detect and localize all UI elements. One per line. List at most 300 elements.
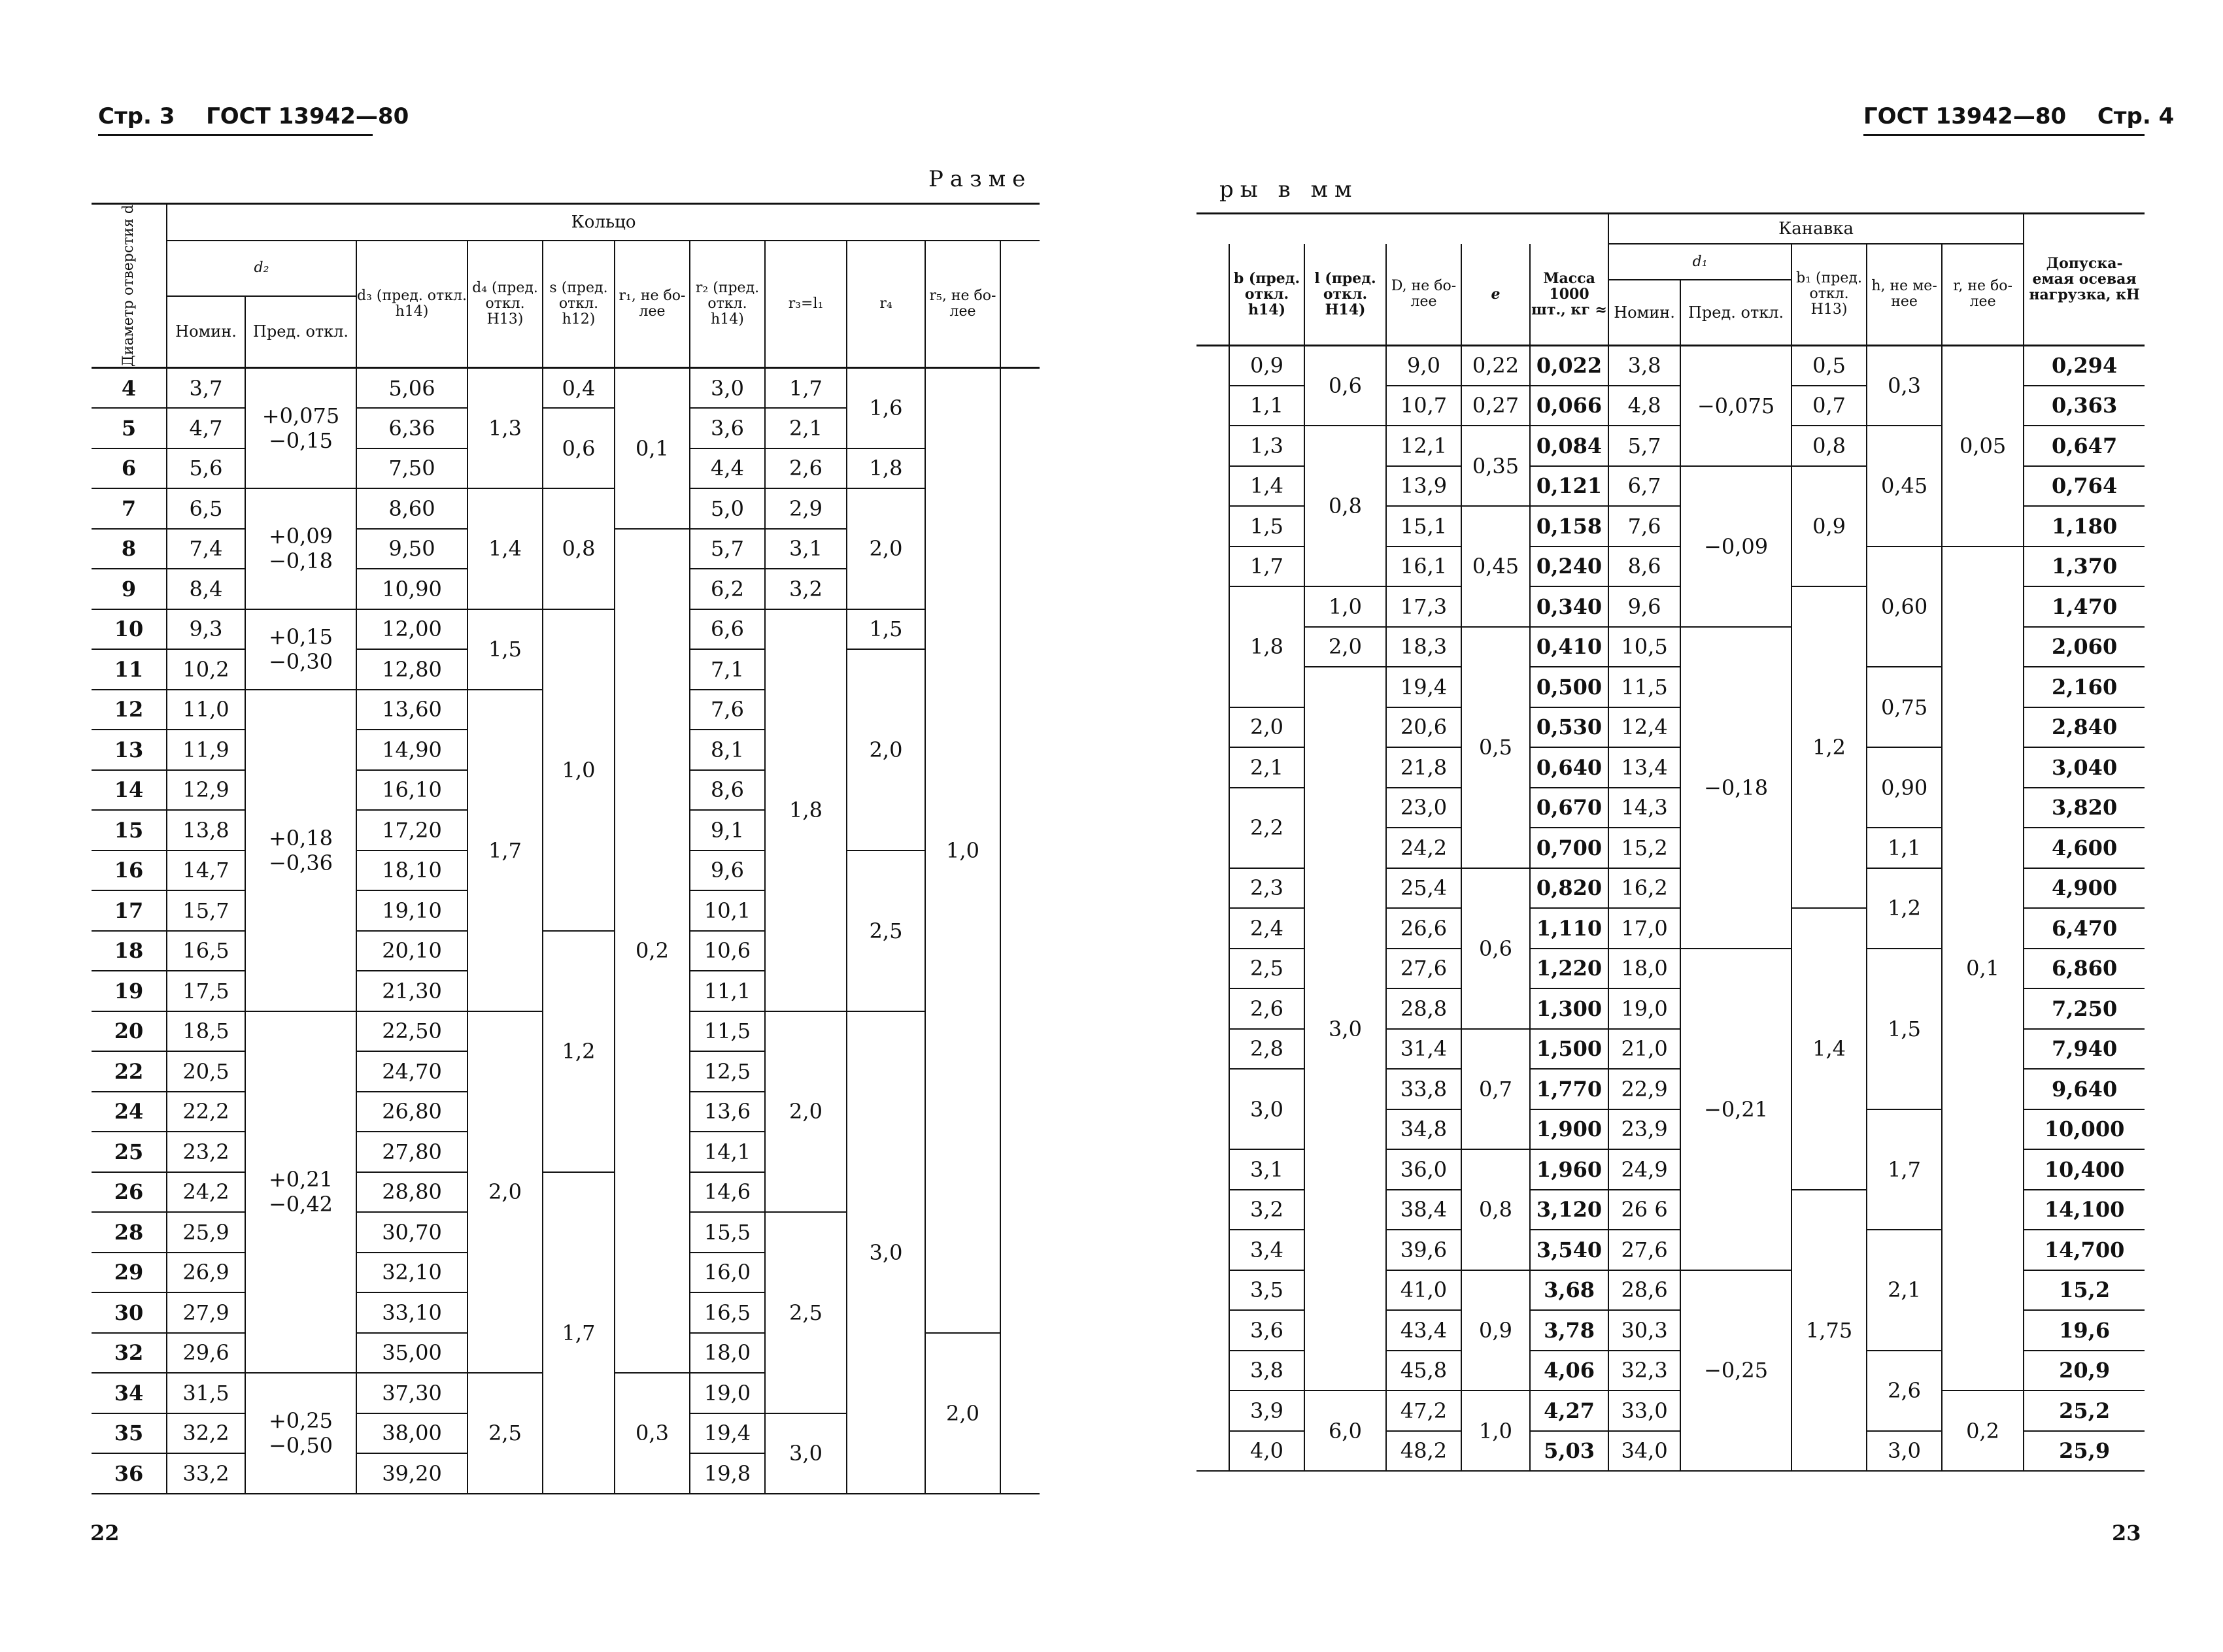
D-cell: 33,8 [1386, 1069, 1461, 1109]
D-cell: 41,0 [1386, 1270, 1461, 1311]
d3-cell: 21,30 [356, 971, 467, 1011]
d2-nom-cell: 9,3 [167, 609, 245, 650]
groove-label: Канавка [1778, 219, 1854, 239]
d1-nom-cell: 15,2 [1608, 828, 1680, 868]
b1-cell: 1,75 [1791, 1190, 1867, 1472]
d2-nom-cell: 10,2 [167, 649, 245, 690]
r1-cell: 0,3 [615, 1373, 690, 1494]
hole-diameter-cell: 6 [92, 448, 167, 489]
mass-cell: 0,640 [1530, 747, 1608, 788]
d2-nom-cell: 23,2 [167, 1132, 245, 1172]
b-cell: 2,1 [1229, 747, 1304, 788]
b1-cell: 1,2 [1791, 586, 1867, 908]
page-number-left: 22 [90, 1521, 120, 1545]
axial-load-cell: 14,700 [2024, 1230, 2145, 1270]
d4-cell: 2,5 [467, 1373, 543, 1494]
d4-cell: 1,4 [467, 488, 543, 609]
r2-cell: 14,1 [690, 1132, 765, 1172]
d2-nom-cell: 12,9 [167, 770, 245, 811]
mass-cell: 0,066 [1530, 386, 1608, 426]
D-cell: 34,8 [1386, 1109, 1461, 1150]
d2-dev-cell-line: +0,18 [268, 825, 333, 851]
axial-load-cell: 6,470 [2024, 908, 2145, 949]
r2-cell: 7,6 [690, 690, 765, 730]
d4-cell: 2,0 [467, 1011, 543, 1374]
b1-cell: 0,7 [1791, 386, 1867, 426]
l-cell: 3,0 [1304, 667, 1386, 1391]
r2-cell: 19,4 [690, 1413, 765, 1454]
b-cell: 3,5 [1229, 1270, 1304, 1311]
mass-cell: 5,03 [1530, 1431, 1608, 1472]
d2-label: d₂ [254, 260, 269, 277]
r2-cell: 11,1 [690, 971, 765, 1011]
d1-nom-cell: 26 6 [1608, 1190, 1680, 1230]
mass-cell: 0,240 [1530, 547, 1608, 587]
d2-nom-cell: 13,8 [167, 810, 245, 851]
groove-group-header [1608, 214, 2024, 244]
r4-cell: 2,5 [847, 851, 925, 1011]
col-d4 [467, 241, 543, 368]
d2-nom-cell: 17,5 [167, 971, 245, 1011]
l-cell: 2,0 [1304, 627, 1386, 667]
d3-cell: 28,80 [356, 1172, 467, 1213]
D-cell: 36,0 [1386, 1149, 1461, 1190]
hole-diameter-cell: 19 [92, 971, 167, 1011]
hole-diameter-cell: 17 [92, 890, 167, 931]
hole-diameter-cell: 24 [92, 1092, 167, 1132]
axial-load-cell: 3,820 [2024, 788, 2145, 828]
col-axial-load [2024, 214, 2145, 345]
D-cell: 12,1 [1386, 426, 1461, 466]
e-cell: 0,35 [1461, 426, 1530, 506]
axial-load-cell: 2,840 [2024, 707, 2145, 748]
l-label: l (пред. откл. H14) [1314, 269, 1376, 318]
d2-nom-label: Номин. [175, 322, 237, 341]
d1-nom-label: Номин. [1614, 303, 1675, 322]
b-cell: 4,0 [1229, 1431, 1304, 1472]
mass-cell: 0,500 [1530, 667, 1608, 707]
r2-cell: 14,6 [690, 1172, 765, 1213]
b1-cell: 0,5 [1791, 345, 1867, 386]
d1-nom-cell: 27,6 [1608, 1230, 1680, 1270]
d2-nom-cell: 18,5 [167, 1011, 245, 1052]
mass-cell: 0,121 [1530, 466, 1608, 507]
b-cell: 2,8 [1229, 1029, 1304, 1070]
d2-nom-cell: 14,7 [167, 851, 245, 891]
D-cell: 39,6 [1386, 1230, 1461, 1270]
r3-cell: 2,9 [765, 488, 847, 529]
d3-cell: 37,30 [356, 1373, 467, 1413]
r3-cell: 3,2 [765, 569, 847, 609]
mass-cell: 0,410 [1530, 627, 1608, 667]
right-page-label: Стр. 4 [2097, 103, 2175, 129]
d1-dev-cell: −0,075 [1680, 345, 1791, 466]
b-cell: 2,4 [1229, 908, 1304, 949]
D-cell: 21,8 [1386, 747, 1461, 788]
right-header-underline [1863, 134, 2145, 136]
d3-cell: 18,10 [356, 851, 467, 891]
col-s [543, 241, 615, 368]
b1-cell: 1,4 [1791, 908, 1867, 1190]
s-cell: 1,2 [543, 931, 615, 1172]
e-cell: 0,27 [1461, 386, 1530, 426]
d3-cell: 19,10 [356, 890, 467, 931]
D-cell: 9,0 [1386, 345, 1461, 386]
d3-cell: 38,00 [356, 1413, 467, 1454]
e-cell: 0,5 [1461, 627, 1530, 868]
d1-nom-cell: 21,0 [1608, 1029, 1680, 1070]
d2-nom-cell: 16,5 [167, 931, 245, 971]
r3-cell: 1,8 [765, 609, 847, 1011]
r2-cell: 7,1 [690, 649, 765, 690]
axial-load-cell: 1,470 [2024, 586, 2145, 627]
axial-load-cell: 10,000 [2024, 1109, 2145, 1150]
r2-cell: 6,6 [690, 609, 765, 650]
col-hole-diameter [92, 205, 167, 368]
r3-cell: 2,0 [765, 1011, 847, 1213]
d2-nom-cell: 25,9 [167, 1212, 245, 1253]
left-standard-label: ГОСТ 13942—80 [206, 103, 409, 129]
s-cell: 1,7 [543, 1172, 615, 1494]
d1-nom-cell: 18,0 [1608, 949, 1680, 989]
r3-cell: 3,0 [765, 1413, 847, 1494]
d1-nom-cell: 6,7 [1608, 466, 1680, 507]
d2-nom-cell: 32,2 [167, 1413, 245, 1454]
r2-cell: 16,0 [690, 1253, 765, 1293]
e-cell: 0,6 [1461, 868, 1530, 1029]
r4-cell: 1,5 [847, 609, 925, 650]
h-cell: 2,1 [1867, 1230, 1942, 1351]
r4-cell: 2,0 [847, 488, 925, 609]
axial-load-cell: 25,9 [2024, 1431, 2145, 1472]
col-d1-dev [1680, 280, 1791, 345]
b-cell: 0,9 [1229, 345, 1304, 386]
left-table-row [92, 368, 1040, 409]
col-d3 [356, 241, 467, 368]
caption-right: ры в мм [1219, 177, 1359, 203]
b-cell: 1,7 [1229, 547, 1304, 587]
col-d1-nom [1608, 280, 1680, 345]
d3-cell: 32,10 [356, 1253, 467, 1293]
d1-nom-cell: 24,9 [1608, 1149, 1680, 1190]
D-cell: 18,3 [1386, 627, 1461, 667]
d2-nom-cell: 15,7 [167, 890, 245, 931]
col-d2 [167, 241, 356, 296]
D-cell: 27,6 [1386, 949, 1461, 989]
D-cell: 15,1 [1386, 506, 1461, 547]
d3-cell: 39,20 [356, 1453, 467, 1494]
hole-diameter-cell: 4 [92, 368, 167, 409]
d3-cell: 6,36 [356, 408, 467, 448]
h-cell: 2,6 [1867, 1351, 1942, 1431]
d2-dev-cell-line: +0,25 [268, 1408, 333, 1434]
left-table-row [92, 488, 1040, 529]
d2-nom-cell: 4,7 [167, 408, 245, 448]
D-cell: 28,8 [1386, 988, 1461, 1029]
d2-nom-cell: 27,9 [167, 1292, 245, 1333]
axial-load-cell: 0,294 [2024, 345, 2145, 386]
d3-cell: 24,70 [356, 1051, 467, 1092]
h-cell: 0,75 [1867, 667, 1942, 747]
d1-nom-cell: 32,3 [1608, 1351, 1680, 1391]
left-spacer-cell [1000, 368, 1040, 1494]
l-cell: 1,0 [1304, 586, 1386, 627]
r2-cell: 4,4 [690, 448, 765, 489]
b-cell: 3,2 [1229, 1190, 1304, 1230]
mass-cell: 4,06 [1530, 1351, 1608, 1391]
e-label: e [1491, 285, 1501, 303]
d2-dev-cell-line: −0,30 [268, 649, 333, 675]
b-cell: 3,1 [1229, 1149, 1304, 1190]
D-cell: 16,1 [1386, 547, 1461, 587]
col-r1 [615, 241, 690, 368]
d1-nom-cell: 12,4 [1608, 707, 1680, 748]
hole-diameter-cell: 35 [92, 1413, 167, 1454]
r2-cell: 8,6 [690, 770, 765, 811]
axial-load-label: Допуска- емая осевая нагрузка, кН [2029, 255, 2140, 304]
b-cell: 3,8 [1229, 1351, 1304, 1391]
d1-nom-cell: 14,3 [1608, 788, 1680, 828]
mass-cell: 1,300 [1530, 988, 1608, 1029]
b-cell: 3,0 [1229, 1069, 1304, 1149]
col-b [1229, 244, 1304, 345]
left-page-header [98, 103, 409, 129]
d1-nom-cell: 22,9 [1608, 1069, 1680, 1109]
axial-load-cell: 3,040 [2024, 747, 2145, 788]
r4-cell: 2,0 [847, 649, 925, 851]
b-cell: 2,5 [1229, 949, 1304, 989]
b-cell: 2,3 [1229, 868, 1304, 909]
r2-cell: 3,0 [690, 368, 765, 409]
b-cell: 3,9 [1229, 1391, 1304, 1431]
axial-load-cell: 20,9 [2024, 1351, 2145, 1391]
d1-nom-cell: 23,9 [1608, 1109, 1680, 1150]
col-r [1942, 244, 2024, 345]
col-mass [1530, 244, 1608, 345]
r2-cell: 8,1 [690, 730, 765, 770]
D-cell: 24,2 [1386, 828, 1461, 868]
d1-nom-cell: 7,6 [1608, 506, 1680, 547]
d3-cell: 13,60 [356, 690, 467, 730]
hole-diameter-label: Диаметр отверстия d [120, 205, 137, 367]
D-cell: 45,8 [1386, 1351, 1461, 1391]
d3-cell: 9,50 [356, 529, 467, 569]
h-cell: 0,3 [1867, 345, 1942, 426]
axial-load-cell: 14,100 [2024, 1190, 2145, 1230]
d1-nom-cell: 16,2 [1608, 868, 1680, 909]
col-D [1386, 244, 1461, 345]
mass-cell: 0,340 [1530, 586, 1608, 627]
hole-diameter-cell: 5 [92, 408, 167, 448]
d1-nom-cell: 5,7 [1608, 426, 1680, 466]
s-cell: 0,4 [543, 368, 615, 409]
col-b1 [1791, 244, 1867, 345]
D-cell: 23,0 [1386, 788, 1461, 828]
b-cell: 2,0 [1229, 707, 1304, 748]
r3-label: r₃=l₁ [788, 295, 824, 312]
b-cell: 2,2 [1229, 788, 1304, 868]
mass-cell: 1,500 [1530, 1029, 1608, 1070]
h-cell: 0,90 [1867, 747, 1942, 828]
d2-dev-cell [245, 1373, 356, 1494]
mass-cell: 3,120 [1530, 1190, 1608, 1230]
D-cell: 13,9 [1386, 466, 1461, 507]
d2-nom-cell: 22,2 [167, 1092, 245, 1132]
mass-label: Масса 1000 шт., кг ≈ [1531, 269, 1607, 318]
d3-cell: 27,80 [356, 1132, 467, 1172]
r2-cell: 12,5 [690, 1051, 765, 1092]
axial-load-cell: 19,6 [2024, 1310, 2145, 1351]
d1-dev-label: Пред. откл. [1688, 303, 1784, 322]
left-header-underline [98, 134, 373, 136]
mass-cell: 0,084 [1530, 426, 1608, 466]
hole-diameter-cell: 16 [92, 851, 167, 891]
h-cell: 1,2 [1867, 868, 1942, 949]
r-cell: 0,1 [1942, 547, 2024, 1391]
mass-cell: 1,770 [1530, 1069, 1608, 1109]
b-cell: 1,4 [1229, 466, 1304, 507]
e-cell: 0,8 [1461, 1149, 1530, 1270]
col-r4 [847, 241, 925, 368]
r2-cell: 15,5 [690, 1212, 765, 1253]
b-cell: 1,1 [1229, 386, 1304, 426]
col-l [1304, 244, 1386, 345]
h-cell: 1,7 [1867, 1109, 1942, 1230]
hole-diameter-cell: 29 [92, 1253, 167, 1293]
col-d2-nom [167, 296, 245, 368]
mass-cell: 1,220 [1530, 949, 1608, 989]
hole-diameter-cell: 7 [92, 488, 167, 529]
r5-cell: 1,0 [925, 368, 1000, 1333]
axial-load-cell: 10,400 [2024, 1149, 2145, 1190]
r2-cell: 19,0 [690, 1373, 765, 1413]
axial-load-cell: 25,2 [2024, 1391, 2145, 1431]
hole-diameter-cell: 30 [92, 1292, 167, 1333]
D-cell: 47,2 [1386, 1391, 1461, 1431]
d1-nom-cell: 11,5 [1608, 667, 1680, 707]
d3-cell: 12,80 [356, 649, 467, 690]
page-number-right: 23 [2112, 1521, 2141, 1545]
b-cell: 2,6 [1229, 988, 1304, 1029]
col-spacer [1000, 241, 1040, 368]
h-cell: 0,60 [1867, 547, 1942, 667]
r2-cell: 6,2 [690, 569, 765, 609]
mass-cell: 0,530 [1530, 707, 1608, 748]
col-r5 [925, 241, 1000, 368]
hole-diameter-cell: 14 [92, 770, 167, 811]
d2-dev-cell [245, 690, 356, 1011]
d2-dev-cell-line: −0,42 [268, 1192, 333, 1217]
l-cell: 6,0 [1304, 1391, 1386, 1471]
b1-cell: 0,8 [1791, 426, 1867, 466]
d2-nom-cell: 24,2 [167, 1172, 245, 1213]
d2-nom-cell: 5,6 [167, 448, 245, 489]
D-cell: 38,4 [1386, 1190, 1461, 1230]
axial-load-cell: 0,363 [2024, 386, 2145, 426]
d1-nom-cell: 19,0 [1608, 988, 1680, 1029]
d2-dev-cell [245, 488, 356, 609]
d2-dev-cell-line: −0,15 [268, 428, 333, 454]
axial-load-cell: 9,640 [2024, 1069, 2145, 1109]
b1-cell: 0,9 [1791, 466, 1867, 587]
mass-cell: 1,110 [1530, 908, 1608, 949]
b-cell: 1,8 [1229, 586, 1304, 707]
r2-label: r₂ (пред. откл. h14) [695, 280, 760, 328]
hole-diameter-cell: 18 [92, 931, 167, 971]
d2-nom-cell: 8,4 [167, 569, 245, 609]
r1-label: r₁, не бо- лее [619, 288, 686, 320]
hole-diameter-cell: 22 [92, 1051, 167, 1092]
axial-load-cell: 4,900 [2024, 868, 2145, 909]
d2-dev-cell-line: +0,21 [268, 1167, 333, 1192]
r5-cell: 2,0 [925, 1333, 1000, 1494]
h-cell: 3,0 [1867, 1431, 1942, 1472]
D-cell: 26,6 [1386, 908, 1461, 949]
d4-cell: 1,5 [467, 609, 543, 690]
d1-nom-cell: 30,3 [1608, 1310, 1680, 1351]
hole-diameter-cell: 12 [92, 690, 167, 730]
axial-load-cell: 4,600 [2024, 828, 2145, 868]
r4-cell: 1,6 [847, 368, 925, 448]
D-cell: 25,4 [1386, 868, 1461, 909]
right-margin-cell [1196, 345, 1229, 1471]
d2-dev-cell [245, 368, 356, 489]
col-h [1867, 244, 1942, 345]
d1-nom-cell: 33,0 [1608, 1391, 1680, 1431]
d2-dev-label: Пред. откл. [252, 322, 349, 341]
d1-dev-cell: −0,09 [1680, 466, 1791, 627]
d1-dev-cell: −0,21 [1680, 949, 1791, 1270]
hole-diameter-cell: 25 [92, 1132, 167, 1172]
d2-nom-cell: 11,9 [167, 730, 245, 770]
D-cell: 48,2 [1386, 1431, 1461, 1472]
axial-load-cell: 1,180 [2024, 506, 2145, 547]
right-table-row [1196, 1391, 2145, 1431]
s-cell: 1,0 [543, 609, 615, 931]
col-d2-dev [245, 296, 356, 368]
d3-cell: 7,50 [356, 448, 467, 489]
r2-cell: 5,0 [690, 488, 765, 529]
d3-cell: 8,60 [356, 488, 467, 529]
axial-load-cell: 6,860 [2024, 949, 2145, 989]
h-label: h, не ме- нее [1871, 278, 1937, 311]
d2-nom-cell: 33,2 [167, 1453, 245, 1494]
hole-diameter-cell: 10 [92, 609, 167, 650]
hole-diameter-cell: 34 [92, 1373, 167, 1413]
mass-cell: 1,900 [1530, 1109, 1608, 1150]
d4-label: d₄ (пред. откл. H13) [472, 280, 538, 328]
d4-cell: 1,3 [467, 368, 543, 489]
r5-label: r₅, не бо- лее [929, 288, 996, 320]
col-d1 [1608, 244, 1791, 280]
r1-cell: 0,1 [615, 368, 690, 529]
hole-diameter-cell: 28 [92, 1212, 167, 1253]
h-cell: 1,1 [1867, 828, 1942, 868]
d1-nom-cell: 13,4 [1608, 747, 1680, 788]
mass-cell: 3,78 [1530, 1310, 1608, 1351]
d2-dev-cell [245, 609, 356, 690]
e-cell: 1,0 [1461, 1391, 1530, 1471]
r2-cell: 5,7 [690, 529, 765, 569]
d2-nom-cell: 26,9 [167, 1253, 245, 1293]
right-dimensions-table [1196, 214, 2145, 1472]
axial-load-cell: 2,060 [2024, 627, 2145, 667]
hole-diameter-cell: 20 [92, 1011, 167, 1052]
r2-cell: 11,5 [690, 1011, 765, 1052]
D-cell: 10,7 [1386, 386, 1461, 426]
d2-dev-cell-line: −0,50 [268, 1433, 333, 1458]
mass-cell: 4,27 [1530, 1391, 1608, 1431]
